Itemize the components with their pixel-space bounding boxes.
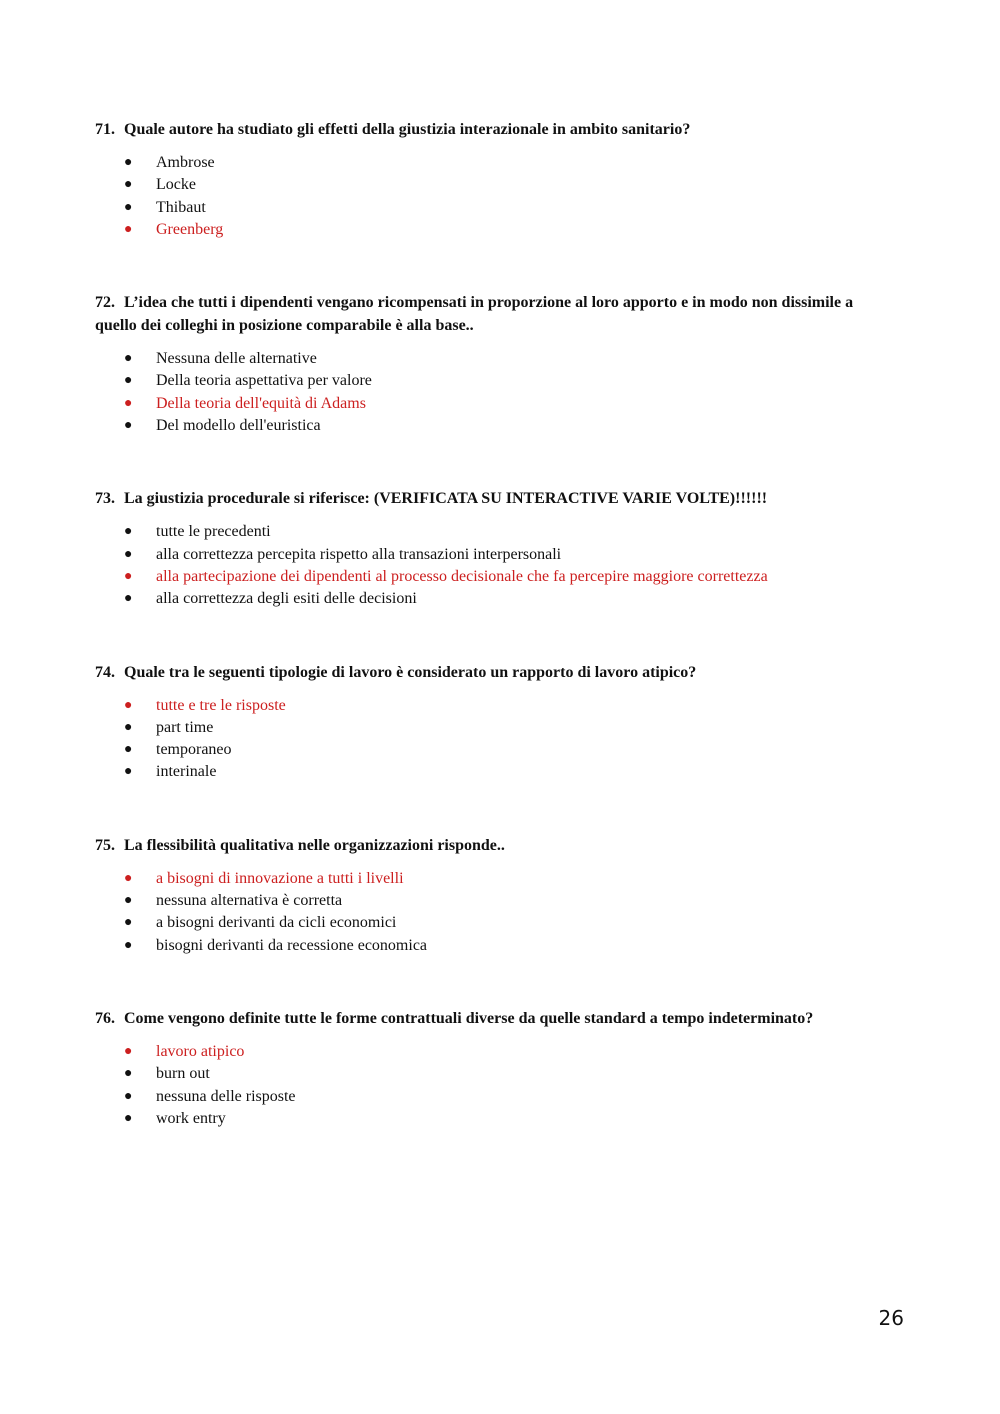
answer-text: work entry [156,1109,226,1127]
answer-text: interinale [156,763,217,781]
question-title [95,487,895,510]
answer-item [95,152,895,174]
answer-text: Nessuna delle alternative [156,350,317,368]
question-text: La flessibilità qualitativa nelle organizzazioni risponde.. [124,836,505,854]
question-title [95,834,895,857]
bullet-icon: ● [124,719,133,735]
answer-text: Ambrose [156,154,215,171]
answer-item [95,588,895,610]
bullet-icon: ● [124,1110,133,1126]
bullet-icon: ● [124,742,133,758]
bullet-icon: ● [124,870,133,886]
answer-list [95,695,895,784]
question-number: 73. [95,490,115,508]
question-number: 72. [95,294,115,312]
bullet-icon: ● [124,155,133,170]
answer-list [95,1041,895,1130]
answer-text: burn out [156,1065,210,1083]
bullet-icon: ● [124,351,133,367]
answer-text: bisogni derivanti da recessione economica [156,936,428,954]
bullet-icon: ● [124,418,133,434]
question-title [95,661,895,684]
bullet-icon: ● [124,177,133,193]
bullet-icon: ● [124,221,133,237]
document-page [95,118,895,1130]
bullet-icon: ● [124,568,133,584]
answer-text: Della teoria aspettativa per valore [156,372,372,390]
question-block [95,118,895,241]
answer-item-correct [95,695,895,717]
answer-text: temporaneo [156,741,232,759]
question-text: La giustizia procedurale si riferisce: (VERIFICATA SU INTERACTIVE VARIE VOLTE)!!!!!! [124,490,768,508]
answer-item [95,197,895,219]
answer-item [95,912,895,934]
answer-text: nessuna delle risposte [156,1087,296,1105]
answer-text: alla correttezza percepita rispetto alla transazioni interpersonali [156,545,562,563]
bullet-icon: ● [124,199,133,215]
answer-item [95,1108,895,1130]
answer-text: lavoro atipico [156,1042,245,1060]
answer-item-correct [95,868,895,890]
answer-text: tutte e tre le risposte [156,696,286,714]
bullet-icon: ● [124,915,133,931]
bullet-icon: ● [124,1043,133,1059]
question-number: 71. [95,121,115,138]
question-text: Come vengono definite tutte le forme contrattuali diverse da quelle standard a tempo indeterminato? [124,1009,814,1027]
question-text: L’idea che tutti i dipendenti vengano ricompensati in proporzione al loro apporto e in modo non dissimile a quello dei colleghi in posizione comparabile è alla base.. [95,294,854,335]
bullet-icon: ● [124,546,133,562]
bullet-icon: ● [124,395,133,411]
bullet-icon: ● [124,1066,133,1082]
page-number: 26 [878,1306,904,1330]
bullet-icon: ● [124,764,133,780]
question-number: 74. [95,663,115,681]
answer-text: a bisogni di innovazione a tutti i livelli [156,869,404,887]
answer-text: a bisogni derivanti da cicli economici [156,914,397,932]
question-block [95,1007,895,1130]
answer-item [95,1086,895,1108]
bullet-icon: ● [124,1088,133,1104]
answer-item [95,174,895,196]
answer-list [95,348,895,437]
answer-item-correct [95,566,895,588]
bullet-icon: ● [124,893,133,909]
answer-text: Greenberg [156,220,224,238]
question-title [95,1007,895,1030]
question-title [95,118,895,141]
answer-item [95,1063,895,1085]
bullet-icon: ● [124,524,133,540]
answer-item [95,739,895,761]
answer-list [95,868,895,957]
answer-text: nessuna alternativa è corretta [156,892,343,910]
answer-text: Del modello dell'euristica [156,417,321,435]
answer-text: tutte le precedenti [156,523,271,541]
answer-item [95,521,895,543]
question-block [95,661,895,784]
question-text: Quale autore ha studiato gli effetti della giustizia interazionale in ambito sanitario? [124,121,691,138]
answer-item-correct [95,393,895,415]
answer-item [95,348,895,370]
answer-text: part time [156,718,214,736]
answer-text: Della teoria dell'equità di Adams [156,394,366,412]
bullet-icon: ● [124,697,133,713]
question-text: Quale tra le seguenti tipologie di lavoro è considerato un rapporto di lavoro atipico? [124,663,697,681]
question-title [95,291,895,337]
question-block [95,834,895,957]
answer-text: alla partecipazione dei dipendenti al processo decisionale che fa percepire maggiore correttezza [156,567,768,585]
bullet-icon: ● [124,937,133,953]
answer-item [95,544,895,566]
answer-list [95,152,895,241]
question-number: 75. [95,836,115,854]
bullet-icon: ● [124,373,133,389]
answer-item [95,890,895,912]
answer-text: Locke [156,176,196,194]
answer-item [95,415,895,437]
answer-item [95,935,895,957]
bullet-icon: ● [124,591,133,607]
answer-list [95,521,895,610]
answer-item [95,761,895,783]
answer-text: Thibaut [156,198,206,216]
answer-item-correct [95,219,895,241]
question-number: 76. [95,1009,115,1027]
answer-item [95,717,895,739]
answer-text: alla correttezza degli esiti delle decisioni [156,590,417,608]
answer-item [95,370,895,392]
answer-item-correct [95,1041,895,1063]
question-block [95,291,895,437]
question-block [95,487,895,610]
